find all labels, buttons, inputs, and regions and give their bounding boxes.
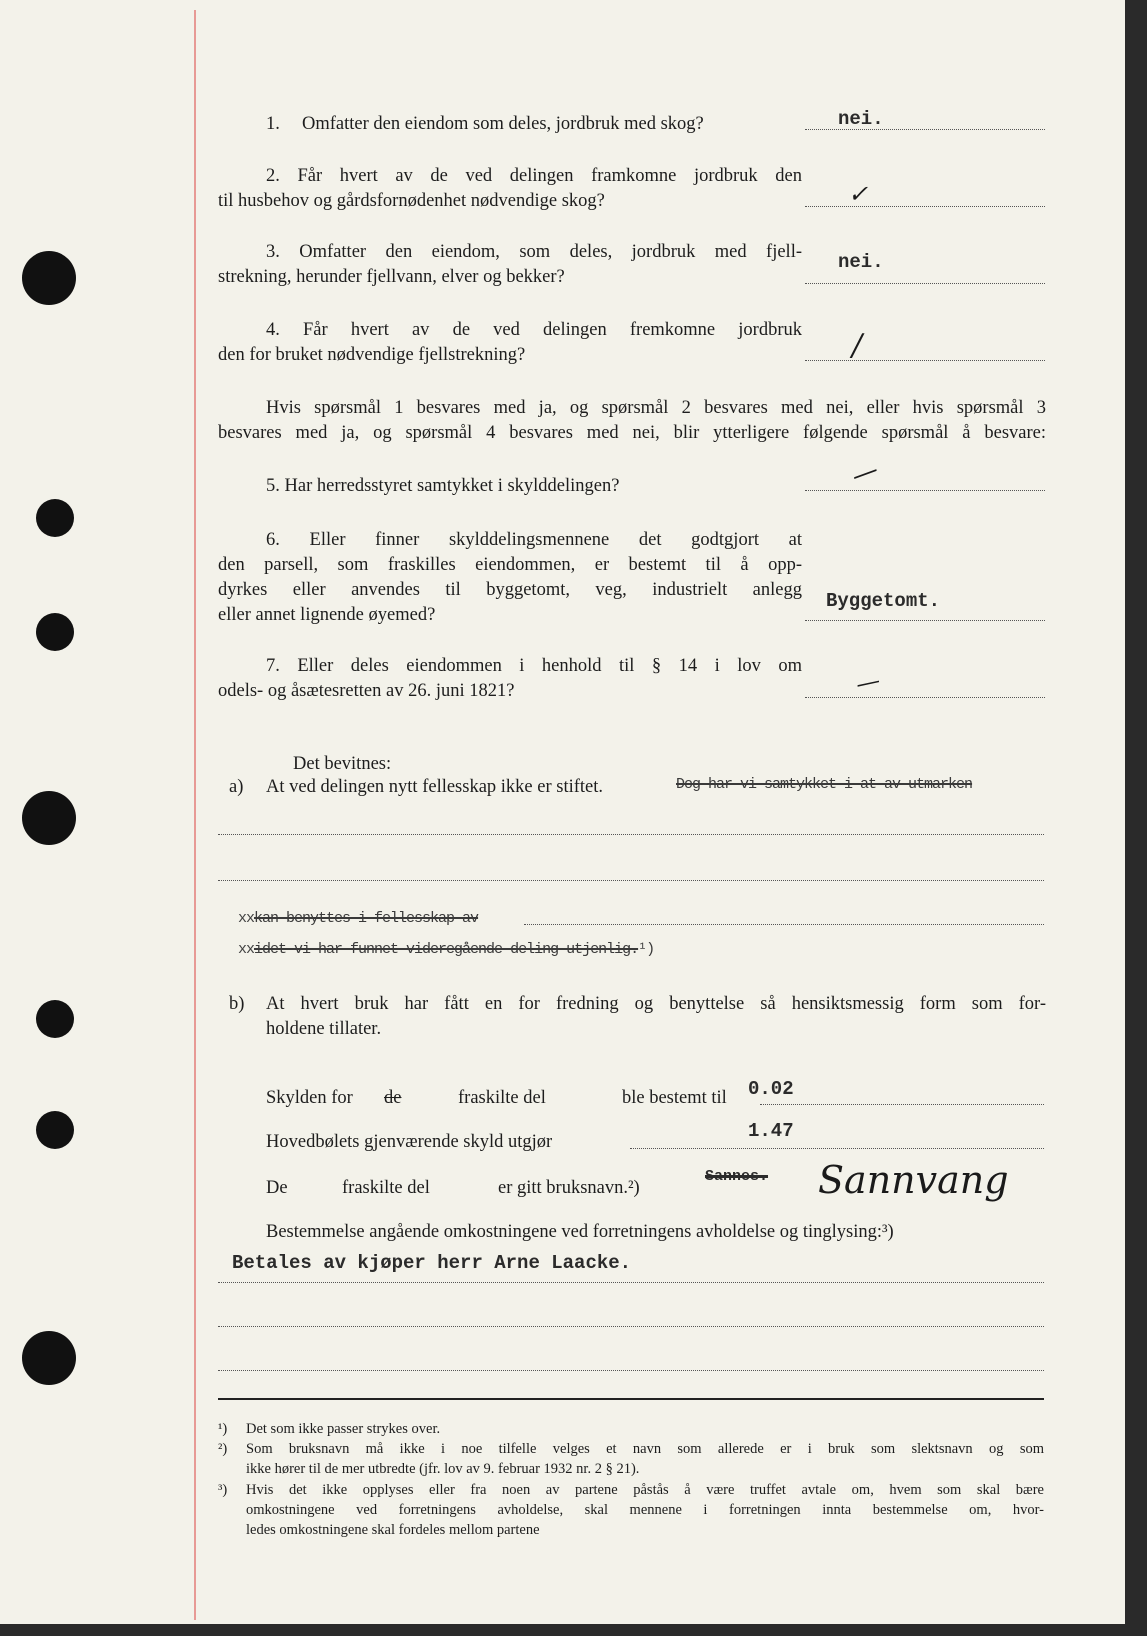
margin-line xyxy=(194,10,196,1620)
footnote-3-mark: ³) xyxy=(218,1482,228,1498)
attest-b-text: At hvert bruk har fått en for fredning og benyttelse så hensiktsmessig form som for- holdene tillater. xyxy=(266,994,1046,1039)
skyld-label: Skylden for xyxy=(266,1088,353,1108)
skyld-value: 0.02 xyxy=(748,1078,794,1100)
attest-a-text: At ved delingen nytt fellesskap ikke er stiftet. xyxy=(266,777,604,797)
blank-line xyxy=(218,880,1044,881)
answer-line xyxy=(805,360,1045,361)
answer-line xyxy=(805,490,1045,491)
punch-hole xyxy=(36,499,74,537)
q3-text: 3. Omfatter den eiendom, som deles, jordbruk med fjell- strekning, herunder fjellvann, elver og bekker? xyxy=(218,242,802,287)
q7-answer: — xyxy=(853,665,883,699)
attest-heading: Det bevitnes: xyxy=(293,754,392,774)
punch-hole xyxy=(36,1000,74,1038)
q6-text: 6. Eller finner skylddelingsmennene det godtgjort at den parsell, som fraskilles eiendommen, er bestemt til å opp- dyrkes eller anvendes til byggetomt, veg, industrielt anlegg eller annet lignende øyemed? xyxy=(218,530,802,625)
q1-text: Omfatter den eiendom som deles, jordbruk med skog? xyxy=(302,114,704,134)
footnote-2: Som bruksnavn må ikke i noe tilfelle velges et navn som allerede er i bruk som slektsnavn og som ikke hører til de mer utbredte (jfr. lov av 9. februar 1932 nr. 2 § 21). xyxy=(246,1441,1044,1477)
answer-line xyxy=(805,697,1045,698)
struck-line-2: xxidet vi har funnet videregående deling utjenlig.¹) xyxy=(238,941,655,958)
kost-value: Betales av kjøper herr Arne Laacke. xyxy=(232,1252,632,1274)
punch-hole xyxy=(22,791,76,845)
q1-number: 1. xyxy=(266,114,280,134)
answer-line xyxy=(805,620,1045,621)
attest-a-label: a) xyxy=(229,777,244,797)
skyld-label-b: fraskilte del xyxy=(458,1088,546,1108)
skyld-de: de xyxy=(384,1088,402,1108)
condition-text: Hvis spørsmål 1 besvares med ja, og spørsmål 2 besvares med nei, eller hvis spørsmål 3 besvares med ja, og spørsmål 4 besvares med nei, blir ytterligere følgende spørsmål å besvare: xyxy=(218,398,1046,443)
navn-label-b: fraskilte del xyxy=(342,1178,430,1198)
blank-line xyxy=(218,1370,1044,1371)
attest-a-struck: Dog har vi samtykket i at av utmarken xyxy=(676,776,973,793)
blank-line xyxy=(524,924,1044,925)
answer-line xyxy=(805,206,1045,207)
attest-b-label: b) xyxy=(229,994,245,1014)
answer-line xyxy=(630,1148,1044,1149)
q6-answer: Byggetomt. xyxy=(826,590,941,612)
footnote-2-mark: ²) xyxy=(218,1441,228,1457)
punch-hole xyxy=(36,1111,74,1149)
kost-label: Bestemmelse angående omkostningene ved forretningens avholdelse og tinglysing:³) xyxy=(266,1222,894,1242)
punch-hole xyxy=(22,1331,76,1385)
q7-text: 7. Eller deles eiendommen i henhold til § 14 i lov om odels- og åsætesretten av 26. juni 1821? xyxy=(218,656,802,701)
blank-line xyxy=(218,1282,1044,1283)
q2-answer: ✓ xyxy=(848,180,869,208)
answer-line xyxy=(805,283,1045,284)
navn-struck: Sannes. xyxy=(705,1168,769,1185)
hoved-label: Hovedbølets gjenværende skyld utgjør xyxy=(266,1132,553,1152)
blank-line xyxy=(218,834,1044,835)
navn-label-a: De xyxy=(266,1178,288,1198)
answer-line xyxy=(760,1104,1044,1105)
skyld-label-c: ble bestemt til xyxy=(622,1088,727,1108)
blank-line xyxy=(218,1326,1044,1327)
footnote-rule xyxy=(218,1398,1044,1400)
hoved-value: 1.47 xyxy=(748,1120,794,1142)
q4-text: 4. Får hvert av de ved delingen fremkomne jordbruk den for bruket nødvendige fjellstrekning? xyxy=(218,320,802,365)
q3-answer: nei. xyxy=(838,251,884,273)
punch-hole xyxy=(36,613,74,651)
punch-hole xyxy=(22,251,76,305)
footnote-1: Det som ikke passer strykes over. xyxy=(246,1421,441,1437)
footnote-3: Hvis det ikke opplyses eller fra noen av partene påstås å være truffet avtale om, hvem som skal bære omkostningene ved forretningens avholdelse, skal mennene i forretningen innta bestemmelse om, hvor- ledes omkostningene skal fordeles mellom partene xyxy=(246,1482,1044,1538)
navn-label-c: er gitt bruksnavn.²) xyxy=(498,1178,640,1198)
q2-text: 2. Får hvert av de ved delingen framkomne jordbruk den til husbehov og gårdsfornødenhet nødvendige skog? xyxy=(218,166,802,211)
q5-answer: — xyxy=(847,454,883,492)
q1-answer: nei. xyxy=(838,108,884,130)
q5-text: 5. Har herredsstyret samtykket i skylddelingen? xyxy=(266,476,620,496)
struck-line-1: xxkan benyttes i fellesskap av xyxy=(238,910,479,927)
q4-answer: / xyxy=(852,328,863,363)
navn-value: Sannvang xyxy=(818,1158,1009,1202)
footnote-1-mark: ¹) xyxy=(218,1421,228,1437)
